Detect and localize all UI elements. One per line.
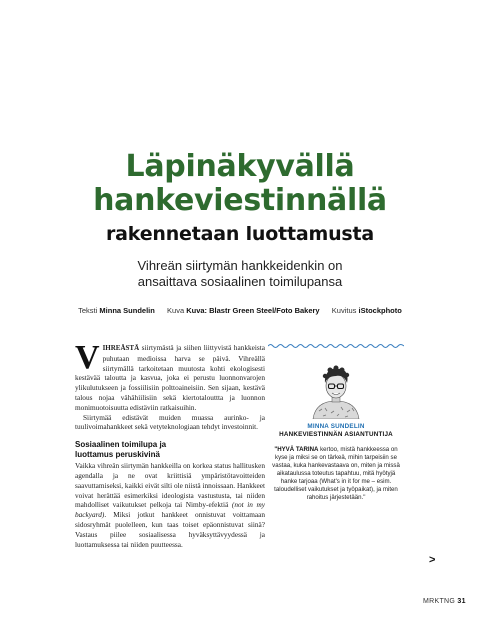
article-body — [75, 339, 265, 549]
section-subheading — [75, 440, 265, 460]
credit-illustration-author: iStockphoto — [358, 306, 402, 315]
credit-text-label: Teksti — [78, 306, 98, 315]
title-line-2: hankeviestinnällä — [93, 183, 387, 218]
page-number: 31 — [457, 598, 466, 605]
title-line-1: Läpinäkyvällä — [125, 149, 355, 184]
paragraph-3-italic: (not in my backyard) — [75, 500, 265, 520]
paragraph-2: Siirtymää edistävät muiden muassa aurinko- ja tuulivoimahankkeet sekä vetyteknologiaan tehdyt investoinnit. — [75, 412, 265, 432]
paragraph-3 — [75, 461, 265, 549]
drop-cap: V — [75, 339, 100, 376]
lead-paragraph — [75, 339, 265, 413]
credit-photo-author: Kuva: Blastr Green Steel/Foto Bakery — [186, 306, 320, 315]
quote-lead: "HYVÄ TARINA — [274, 446, 319, 453]
subtitle-line-2: ansaittava sosiaalinen toimilupansa — [137, 274, 343, 289]
article-subtitle — [0, 258, 480, 290]
page-footer — [423, 598, 466, 605]
title-line-3: rakennetaan luottamusta — [105, 223, 375, 245]
credit-text-author: Minna Sundelin — [99, 306, 155, 315]
expert-quote — [268, 446, 404, 502]
credit-illustration-label: Kuvitus — [331, 306, 357, 315]
byline — [0, 306, 480, 315]
article-title — [0, 150, 480, 246]
magazine-name: MRKTNG — [423, 598, 456, 605]
wavy-line-icon — [268, 343, 404, 349]
next-page-arrow-icon: > — [429, 554, 436, 566]
credit-photo-label: Kuva — [167, 306, 185, 315]
subheading-line-2: luottamus peruskivinä — [75, 450, 160, 460]
paragraph-3-part-b: . Miksi jotkut hankkeet onnistuvat voittamaan sidosryhmät puolelleen, kun taas toiset epäonnistuvat siinä? Vastaus piilee sosiaalisessa hyväksyttävyydessä ja luottamuksessa tai niiden puutteessa. — [75, 510, 265, 549]
expert-name: MINNA SUNDELIN — [307, 423, 365, 430]
expert-sidebar — [268, 343, 404, 502]
subtitle-line-1: Vihreän siirtymän hankkeidenkin on — [137, 258, 343, 273]
quote-text: kertoo, mistä hankkeessa on kyse ja miksi se on tärkeä, mihin tarpeisiin se vastaa, kuka hankevastaava on, miten ja missä aikataulussa toteutus tapahtuu, mitä hyötyjä hanke tarjoaa (What's in it for me – esim. taloudelliset vaikutukset ja työpaikat), ja miten rahoitus järjestetään." — [272, 446, 400, 501]
subheading-line-1: Sosiaalinen toimilupa ja — [75, 440, 167, 450]
lead-caps: IHREÄSTÄ — [102, 344, 140, 352]
lead-text: siirtymästä ja siihen liittyvistä hankkeista puhutaan medioissa harva se päivä. Vihreällä siirtymällä tarkoitetaan muutosta kohti ekologisesti kestävää taloutta ja kasvua, joka ei perustu luonnonvarojen ylikulutukseen ja fossiilisiin polttoaineisiin. Sen sijaan, kestävä talous nojaa vähähiilisiin sekä kiertotalouttta ja luonnon monimuotoisuutta edistäviin ratkaisuihin. — [75, 343, 265, 412]
person-portrait-icon — [307, 361, 365, 419]
expert-role: HANKEVIESTINNÄN ASIANTUNTIJA — [279, 431, 393, 438]
paragraph-3-part-a: Vaikka vihreän siirtymän hankkeilla on korkea status hallitusken agendalla ja ne ovat kriittisiä ympäristötavoitteiden saavuttamiseksi, kaikki eivät silti ole niistä innoissaan. Hankkeet voivat herättää esimerkiksi ideologista vastustusta, tai niiden mahdolliset vaikutukset pelkoja tai Nimby-efektiä — [75, 461, 265, 510]
